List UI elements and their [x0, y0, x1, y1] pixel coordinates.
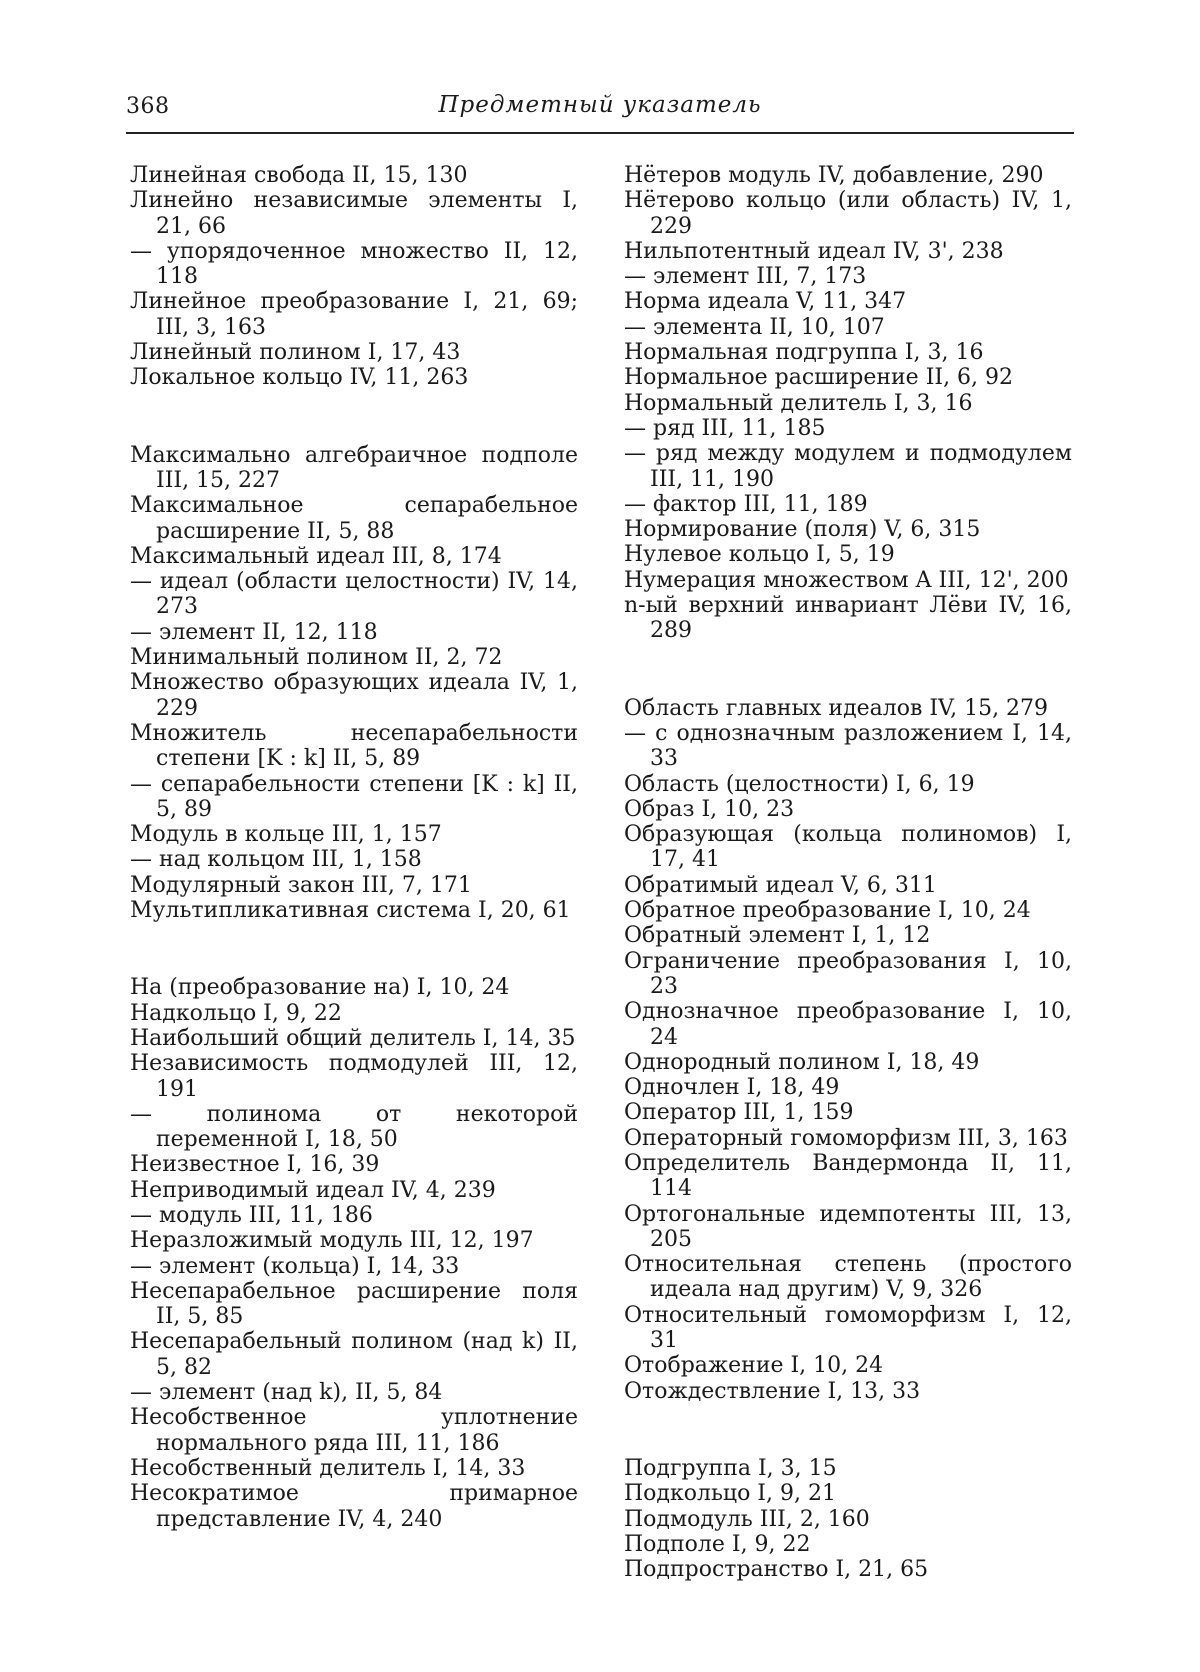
index-entry: — модуль III, 11, 186 — [130, 1202, 373, 1228]
index-entry: Подмодуль III, 2, 160 — [624, 1506, 870, 1532]
index-entry: Наибольший общий делитель I, 14, 35 — [130, 1025, 576, 1051]
index-entry: — элемент III, 7, 173 — [624, 264, 867, 290]
index-entry: Нормирование (поля) V, 6, 315 — [624, 517, 981, 543]
index-entry: Нумерация множеством A III, 12', 200 — [624, 567, 1069, 593]
index-entry: Нормальная подгруппа I, 3, 16 — [624, 340, 984, 366]
index-entry: Множество образующих идеала IV, 1, 229 — [130, 670, 578, 721]
index-entry: Обратимый идеал V, 6, 311 — [624, 872, 937, 898]
index-entry: Область (целостности) I, 6, 19 — [624, 771, 975, 797]
index-entry: — элемент (над k), II, 5, 84 — [130, 1380, 443, 1406]
letter-group-spacer — [624, 1404, 1072, 1456]
index-entry: — элемента II, 10, 107 — [624, 314, 885, 340]
index-entry: Образ I, 10, 23 — [624, 796, 795, 822]
index-entry: Относительный гомоморфизм I, 12, 31 — [624, 1302, 1072, 1354]
running-title: Предметный указатель — [438, 92, 762, 118]
index-entry: На (преобразование на) I, 10, 24 — [130, 975, 510, 1001]
index-entry: Однородный полином I, 18, 49 — [624, 1049, 980, 1075]
index-entry: Независимость подмодулей III, 12, 191 — [130, 1051, 578, 1102]
index-entry: Нормальное расширение II, 6, 92 — [624, 365, 1014, 391]
index-entry: Область главных идеалов IV, 15, 279 — [624, 695, 1049, 721]
index-entry: Максимальное сепарабельное расширение II, 5, 88 — [130, 493, 578, 544]
index-entry: Мультипликативная система I, 20, 61 — [130, 898, 571, 924]
index-column-right — [624, 163, 1072, 1582]
index-entry: — ряд между модулем и подмодулем III, 11, 190 — [624, 441, 1072, 492]
page-header — [126, 92, 1074, 134]
index-entry: Несепарабельный полином (над k) II, 5, 82 — [130, 1329, 578, 1380]
index-entry: Неразложимый модуль III, 12, 197 — [130, 1228, 534, 1254]
index-entry: — элемент II, 12, 118 — [130, 619, 378, 645]
index-entry: Несепарабельное расширение поля II, 5, 85 — [130, 1278, 578, 1330]
index-entry: Неприводимый идеал IV, 4, 239 — [130, 1177, 496, 1203]
index-entry: Подполе I, 9, 22 — [624, 1531, 811, 1557]
index-entry: Оператор III, 1, 159 — [624, 1100, 854, 1126]
letter-group-spacer — [624, 644, 1072, 696]
index-entry: Обратный элемент I, 1, 12 — [624, 923, 931, 949]
index-entry: Относительная степень (простого идеала над другим) V, 9, 326 — [624, 1252, 1072, 1303]
index-entry: Неизвестное I, 16, 39 — [130, 1152, 380, 1178]
index-entry: Линейное преобразование I, 21, 69; III, 3, 163 — [130, 289, 578, 340]
index-entry: n-ый верхний инвариант Лёви IV, 16, 289 — [624, 593, 1072, 644]
index-entry: Подпространство I, 21, 65 — [624, 1557, 929, 1583]
index-entry: Обратное преобразование I, 10, 24 — [624, 898, 1031, 924]
index-entry: Норма идеала V, 11, 347 — [624, 289, 907, 315]
index-entry: Однозначное преобразование I, 10, 24 — [624, 999, 1072, 1050]
index-entry: — с однозначным разложением I, 14, 33 — [624, 720, 1072, 772]
index-entry: Одночлен I, 18, 49 — [624, 1075, 840, 1101]
index-entry: — упорядоченное множество II, 12, 118 — [130, 238, 578, 290]
letter-group-spacer — [130, 391, 578, 443]
index-entry: Локальное кольцо IV, 11, 263 — [130, 365, 469, 391]
index-entry: Несобственное уплотнение нормального ряда III, 11, 186 — [130, 1405, 578, 1456]
index-entry: Подкольцо I, 9, 21 — [624, 1481, 836, 1507]
index-entry: Нильпотентный идеал IV, 3', 238 — [624, 238, 1004, 264]
index-entry: — фактор III, 11, 189 — [624, 491, 868, 517]
index-entry: Линейная свобода II, 15, 130 — [130, 163, 468, 188]
index-entry: Нормальный делитель I, 3, 16 — [624, 390, 973, 416]
index-entry: Максимально алгебраичное подполе III, 15, 227 — [130, 442, 578, 493]
index-entry: Несобственный делитель I, 14, 33 — [130, 1455, 526, 1481]
index-entry: Нулевое кольцо I, 5, 19 — [624, 542, 895, 568]
page-number: 368 — [126, 94, 170, 119]
index-entry: Образующая (кольца полиномов) I, 17, 41 — [624, 822, 1072, 873]
index-entry: — сепарабельности степени [K : k] II, 5, 89 — [130, 771, 578, 822]
index-entry: Нётерово кольцо (или область) IV, 1, 229 — [624, 188, 1072, 239]
index-entry: Ортогональные идемпотенты III, 13, 205 — [624, 1201, 1072, 1252]
index-column-left — [130, 163, 578, 1532]
index-entry: — элемент (кольца) I, 14, 33 — [130, 1253, 460, 1279]
index-entry: Нётеров модуль IV, добавление, 290 — [624, 163, 1044, 188]
index-entry: Максимальный идеал III, 8, 174 — [130, 543, 502, 569]
index-entry: Операторный гомоморфизм III, 3, 163 — [624, 1125, 1068, 1151]
index-entry: Отображение I, 10, 24 — [624, 1353, 884, 1379]
index-entry: Линейно независимые элементы I, 21, 66 — [130, 188, 578, 239]
index-entry: — полинома от некоторой переменной I, 18, 50 — [130, 1101, 578, 1153]
index-entry: Модулярный закон III, 7, 171 — [130, 872, 472, 898]
index-entry: Линейный полином I, 17, 43 — [130, 340, 461, 366]
index-entry: — идеал (области целостности) IV, 14, 273 — [130, 569, 578, 620]
index-entry: Множитель несепарабельности степени [K : k] II, 5, 89 — [130, 720, 578, 772]
index-entry: Подгруппа I, 3, 15 — [624, 1455, 837, 1481]
index-entry: — над кольцом III, 1, 158 — [130, 847, 422, 873]
index-entry: Минимальный полином II, 2, 72 — [130, 645, 503, 671]
index-entry: Модуль в кольце III, 1, 157 — [130, 822, 442, 848]
index-entry: Надкольцо I, 9, 22 — [130, 1000, 342, 1026]
index-entry: — ряд III, 11, 185 — [624, 415, 826, 441]
index-entry: Ограничение преобразования I, 10, 23 — [624, 948, 1072, 999]
letter-group-spacer — [130, 923, 578, 975]
index-entry: Несократимое примарное представление IV, 4, 240 — [130, 1481, 578, 1532]
index-entry: Отождествление I, 13, 33 — [624, 1378, 921, 1404]
index-entry: Определитель Вандермонда II, 11, 114 — [624, 1150, 1072, 1202]
